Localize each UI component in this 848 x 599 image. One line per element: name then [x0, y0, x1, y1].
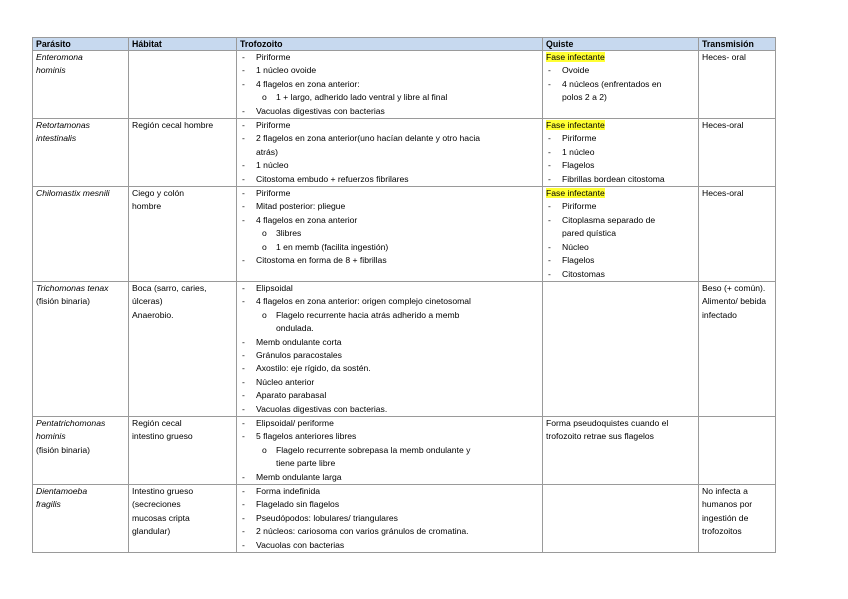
habitat-line: Intestino grueso — [132, 486, 194, 496]
bullet-text: Piriforme — [562, 133, 597, 144]
bullet-marker: - — [242, 431, 245, 442]
cell-parasito — [33, 51, 129, 119]
cell-quiste — [543, 187, 699, 282]
infectant-highlight: Fase infectante — [546, 188, 605, 199]
parasite-table — [32, 37, 776, 553]
table-row — [33, 416, 776, 484]
quiste-item — [546, 146, 695, 159]
trofozoito-item — [240, 471, 539, 484]
quiste-item — [546, 132, 695, 145]
trofozoito-item — [240, 349, 539, 362]
header-transmision: Transmisión — [699, 38, 776, 51]
bullet-marker: - — [242, 160, 245, 171]
bullet-marker: - — [242, 486, 245, 496]
bullet-text: Elipsoidal/ periforme — [256, 417, 334, 428]
sub-bullet-marker: o — [262, 309, 267, 320]
bullet-marker: - — [548, 173, 551, 184]
parasite-note: (fisión binaria) — [36, 296, 90, 307]
cell-quiste — [543, 416, 699, 484]
parasite-name: Pentatrichomonas — [36, 417, 106, 428]
bullet-marker: - — [242, 363, 245, 374]
bullet-marker: - — [242, 336, 245, 347]
table-row — [33, 187, 776, 282]
sub-bullet-text: Flagelo recurrente hacia atrás adherido a memb — [276, 309, 460, 320]
trofozoito-item — [240, 498, 539, 511]
bullet-marker: - — [548, 201, 551, 212]
trofozoito-item — [240, 132, 539, 145]
quiste-item: Forma pseudoquistes cuando el — [546, 417, 669, 428]
bullet-text: 4 flagelos en zona anterior: — [256, 78, 360, 89]
bullet-text: Piriforme — [256, 52, 291, 62]
cell-quiste — [543, 485, 699, 553]
cell-transmision — [699, 187, 776, 282]
header-trofozoito: Trofozoito — [237, 38, 543, 51]
bullet-text: 2 núcleos: cariosoma con varios gránulos de cromatina. — [256, 526, 469, 537]
parasite-name: fragilis — [36, 499, 61, 510]
bullet-text: Forma indefinida — [256, 486, 321, 496]
sub-bullet-marker: o — [262, 241, 267, 252]
bullet-marker: - — [242, 78, 245, 89]
bullet-text: Flagelos — [562, 255, 595, 266]
parasite-name: Retortamonas — [36, 120, 90, 131]
sub-bullet-text: 1 en memb (facilita ingestión) — [276, 241, 389, 252]
bullet-text: Axostilo: eje rígido, da sostén. — [256, 363, 371, 374]
trofozoito-item — [240, 119, 539, 132]
bullet-marker: - — [548, 160, 551, 171]
transmision-line: Heces- oral — [702, 52, 746, 62]
cell-transmision — [699, 416, 776, 484]
bullet-text: Núcleo — [562, 241, 589, 252]
parasite-name: hominis — [36, 65, 66, 76]
habitat-line: Ciego y colón — [132, 188, 185, 199]
trofozoito-item — [240, 539, 539, 552]
bullet-text: Citostoma embudo + refuerzos fibrilares — [256, 173, 409, 184]
trofozoito-item — [240, 362, 539, 375]
cell-transmision — [699, 51, 776, 119]
table-row — [33, 281, 776, 416]
cell-parasito — [33, 187, 129, 282]
transmision-line: trofozoitos — [702, 526, 742, 537]
bullet-marker: - — [242, 52, 245, 62]
trofozoito-item — [240, 227, 539, 240]
bullet-text: Memb ondulante corta — [256, 336, 342, 347]
cell-transmision — [699, 281, 776, 416]
parasite-name: Trichomonas tenax — [36, 282, 109, 293]
bullet-marker: - — [242, 214, 245, 225]
bullet-text: Núcleo anterior — [256, 376, 315, 387]
bullet-text: Mitad posterior: pliegue — [256, 201, 346, 212]
cell-trofozoito — [237, 119, 543, 187]
bullet-marker: - — [242, 390, 245, 401]
trofozoito-item — [240, 444, 539, 457]
bullet-marker: - — [242, 499, 245, 510]
cell-habitat — [129, 416, 237, 484]
bullet-marker: - — [242, 349, 245, 360]
quiste-item — [546, 254, 695, 267]
cell-parasito — [33, 281, 129, 416]
bullet-text: Vacuolas con bacterias — [256, 539, 345, 550]
transmision-line: humanos por — [702, 499, 753, 510]
bullet-marker: - — [242, 120, 245, 131]
transmision-line: No infecta a — [702, 486, 748, 496]
bullet-marker: - — [548, 65, 551, 76]
trofozoito-item: atrás) — [256, 146, 278, 157]
cell-habitat — [129, 187, 237, 282]
bullet-text: Piriforme — [256, 120, 291, 131]
quiste-item — [546, 214, 695, 227]
bullet-marker: - — [242, 471, 245, 482]
habitat-line: Región cecal — [132, 417, 182, 428]
quiste-item — [546, 241, 695, 254]
cell-parasito — [33, 485, 129, 553]
bullet-text: 1 núcleo ovoide — [256, 65, 317, 76]
bullet-marker: - — [548, 78, 551, 89]
bullet-marker: - — [548, 146, 551, 157]
trofozoito-item — [240, 173, 539, 186]
table-row — [33, 51, 776, 119]
bullet-marker: - — [242, 296, 245, 307]
cell-habitat — [129, 485, 237, 553]
bullet-marker: - — [242, 539, 245, 550]
trofozoito-item — [240, 159, 539, 172]
trofozoito-item — [240, 214, 539, 227]
trofozoito-item — [240, 254, 539, 267]
cell-quiste — [543, 51, 699, 119]
bullet-text: Citostomas — [562, 268, 605, 279]
bullet-text: 4 flagelos en zona anterior: origen complejo cinetosomal — [256, 296, 471, 307]
trofozoito-item — [240, 309, 539, 322]
quiste-item — [546, 200, 695, 213]
bullet-marker: - — [242, 201, 245, 212]
parasite-name: hominis — [36, 431, 66, 442]
sub-bullet-text: Flagelo recurrente sobrepasa la memb ondulante y — [276, 444, 471, 455]
table-row — [33, 119, 776, 187]
habitat-line: úlceras) — [132, 296, 163, 307]
trofozoito-item — [240, 336, 539, 349]
quiste-item — [546, 159, 695, 172]
table-row — [33, 485, 776, 553]
habitat-line: Boca (sarro, caries, — [132, 282, 207, 293]
trofozoito-item — [240, 51, 539, 64]
quiste-item — [546, 173, 695, 186]
bullet-marker: - — [242, 133, 245, 144]
infectant-highlight: Fase infectante — [546, 120, 605, 131]
bullet-text: 2 flagelos en zona anterior(uno hacían delante y otro hacia — [256, 133, 481, 144]
habitat-line: intestino grueso — [132, 431, 193, 442]
trofozoito-item — [240, 430, 539, 443]
trofozoito-item — [240, 403, 539, 416]
trofozoito-item — [240, 187, 539, 200]
habitat-line: mucosas cripta — [132, 512, 190, 523]
quiste-highlight-line — [546, 187, 695, 200]
quiste-item: trofozoito retrae sus flagelos — [546, 431, 654, 442]
trofozoito-item — [240, 64, 539, 77]
cell-parasito — [33, 416, 129, 484]
sub-bullet-marker: o — [262, 92, 267, 103]
bullet-text: Citostoma en forma de 8 + fibrillas — [256, 255, 387, 266]
trofozoito-item: tiene parte libre — [276, 458, 336, 469]
bullet-marker: - — [548, 133, 551, 144]
bullet-text: 4 núcleos (enfrentados en — [562, 78, 662, 89]
cell-trofozoito — [237, 416, 543, 484]
transmision-line: ingestión de — [702, 512, 749, 523]
transmision-line: Heces-oral — [702, 120, 744, 131]
parasite-name: intestinalis — [36, 133, 77, 144]
infectant-highlight: Fase infectante — [546, 52, 605, 62]
header-habitat: Hábitat — [129, 38, 237, 51]
bullet-text: 1 núcleo — [256, 160, 289, 171]
quiste-highlight-line — [546, 119, 695, 132]
bullet-text: Citoplasma separado de — [562, 214, 656, 225]
cell-parasito — [33, 119, 129, 187]
bullet-text: Elipsoidal — [256, 282, 293, 293]
trofozoito-item — [240, 525, 539, 538]
bullet-text: Vacuolas digestivas con bacterias — [256, 105, 385, 116]
habitat-line: Anaerobio. — [132, 309, 174, 320]
quiste-highlight-line — [546, 51, 695, 64]
bullet-marker: - — [548, 241, 551, 252]
transmision-line: Beso (+ común). — [702, 282, 766, 293]
bullet-text: Ovoide — [562, 65, 590, 76]
bullet-marker: - — [242, 512, 245, 523]
habitat-line: (secreciones — [132, 499, 181, 510]
bullet-marker: - — [242, 376, 245, 387]
parasite-name: Chilomastix mesnili — [36, 188, 110, 199]
trofozoito-item — [240, 512, 539, 525]
bullet-text: Fibrillas bordean citostoma — [562, 173, 665, 184]
bullet-marker: - — [242, 403, 245, 414]
trofozoito-item — [240, 78, 539, 91]
habitat-line: Región cecal hombre — [132, 120, 214, 131]
transmision-line: Alimento/ bebida — [702, 296, 767, 307]
parasite-name: Dientamoeba — [36, 486, 88, 496]
trofozoito-item — [240, 200, 539, 213]
quiste-item: polos 2 a 2) — [562, 92, 607, 103]
trofozoito-item: ondulada. — [276, 323, 314, 334]
cell-habitat — [129, 51, 237, 119]
trofozoito-item — [240, 389, 539, 402]
trofozoito-item — [240, 241, 539, 254]
bullet-marker: - — [548, 214, 551, 225]
table-header-row — [33, 38, 776, 51]
bullet-text: Piriforme — [256, 188, 291, 199]
cell-trofozoito — [237, 281, 543, 416]
bullet-text: Vacuolas digestivas con bacterias. — [256, 403, 388, 414]
bullet-marker: - — [242, 417, 245, 428]
trofozoito-item — [240, 295, 539, 308]
bullet-marker: - — [242, 105, 245, 116]
trofozoito-item — [240, 91, 539, 104]
bullet-marker: - — [242, 65, 245, 76]
header-parasito: Parásito — [33, 38, 129, 51]
trofozoito-item — [240, 282, 539, 295]
parasite-note: (fisión binaria) — [36, 444, 90, 455]
cell-habitat — [129, 119, 237, 187]
parasite-name: Enteromona — [36, 52, 83, 62]
sub-bullet-text: 1 + largo, adherido lado ventral y libre al final — [276, 92, 448, 103]
header-quiste: Quiste — [543, 38, 699, 51]
trofozoito-item — [240, 105, 539, 118]
bullet-text: Piriforme — [562, 201, 597, 212]
habitat-line: glandular) — [132, 526, 171, 537]
quiste-item — [546, 78, 695, 91]
bullet-text: Memb ondulante larga — [256, 471, 342, 482]
bullet-text: Flagelado sin flagelos — [256, 499, 340, 510]
bullet-marker: - — [548, 255, 551, 266]
bullet-marker: - — [242, 255, 245, 266]
bullet-marker: - — [242, 526, 245, 537]
cell-habitat — [129, 281, 237, 416]
bullet-text: Aparato parabasal — [256, 390, 327, 401]
quiste-item — [546, 64, 695, 77]
bullet-marker: - — [242, 173, 245, 184]
bullet-text: 5 flagelos anteriores libres — [256, 431, 357, 442]
bullet-text: Gránulos paracostales — [256, 349, 342, 360]
bullet-text: Pseudópodos: lobulares/ triangulares — [256, 512, 398, 523]
cell-quiste — [543, 281, 699, 416]
sub-bullet-marker: o — [262, 228, 267, 239]
bullet-text: 4 flagelos en zona anterior — [256, 214, 358, 225]
habitat-line: hombre — [132, 201, 162, 212]
bullet-text: Flagelos — [562, 160, 595, 171]
quiste-item — [546, 268, 695, 281]
transmision-line: Heces-oral — [702, 188, 744, 199]
cell-transmision — [699, 485, 776, 553]
bullet-text: 1 núcleo — [562, 146, 595, 157]
trofozoito-item — [240, 485, 539, 498]
bullet-marker: - — [242, 188, 245, 199]
sub-bullet-text: 3libres — [276, 228, 302, 239]
bullet-marker: - — [548, 268, 551, 279]
sub-bullet-marker: o — [262, 444, 267, 455]
trofozoito-item — [240, 376, 539, 389]
trofozoito-item — [240, 417, 539, 430]
quiste-item: pared quística — [562, 228, 616, 239]
bullet-marker: - — [242, 282, 245, 293]
cell-trofozoito — [237, 485, 543, 553]
cell-transmision — [699, 119, 776, 187]
cell-quiste — [543, 119, 699, 187]
cell-trofozoito — [237, 187, 543, 282]
transmision-line: infectado — [702, 309, 737, 320]
cell-trofozoito — [237, 51, 543, 119]
